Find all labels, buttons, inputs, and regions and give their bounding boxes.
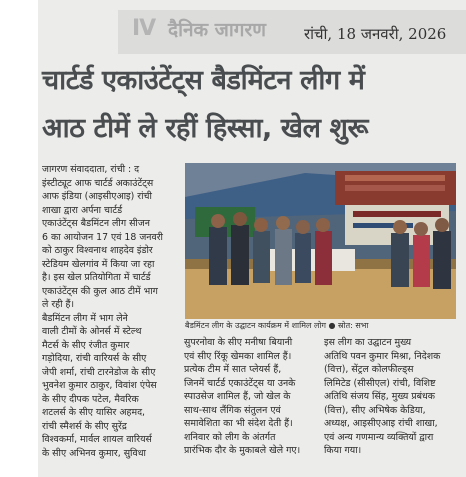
dateline: रांची, 18 जनवरी, 2026 (304, 25, 447, 43)
article-column-3 (324, 336, 460, 458)
masthead-page-mark: IV (132, 16, 156, 41)
article-line: आफ इंडिया (आइसीएआइ) रांची (42, 191, 152, 202)
article-line: विश्वकर्मा, मार्वल शायल वारियर्स (42, 434, 152, 445)
article-line: ले रही हैं। (42, 299, 75, 310)
photo-caption: बैडमिंटन लीग के उद्घाटन कार्यक्रम में शामिल लोग ● स्रोत: सभा (185, 321, 369, 330)
article-line: एवं अन्य गणमान्य व्यक्तियों द्वारा (324, 431, 434, 443)
article-line: लिमिटेड (सीसीएल) रांची, विशिष्ट (324, 377, 436, 389)
headline-line-2: आठ टीमें ले रहीं हिस्सा, खेल शुरू (42, 113, 369, 144)
article-line: के सीए दीपक पटेल, मैवरिक (42, 393, 139, 405)
article-line: जिनमें चार्टर्ड एकाउंटेंट्स या उनके (184, 377, 296, 389)
headline-line-1: चार्टर्ड एकाउंटेंट्स बैडमिंटन लीग में (42, 65, 365, 96)
article-line: के सीए अभिनव कुमार, सुविधा (42, 447, 146, 459)
article-line: किया गया। (324, 445, 362, 456)
article-line: जागरण संवाददाता, रांची : द (42, 164, 140, 175)
article-line: इस लीग का उद्घाटन मुख्य (324, 337, 412, 348)
article-line: एवं सीए रिंकू खेमका शामिल हैं। (184, 350, 292, 362)
article-line: प्रत्येक टीम में सात प्लेयर्स हैं, (184, 364, 282, 375)
article-line: अतिथि संजय सिंह, मुख्य प्रबंधक (324, 391, 435, 402)
article-line: प्रारंभिक दौर के मुकाबले खेले गए। (184, 445, 301, 456)
article-line: सुपरनोवा के सीए मनीषा बियानी (184, 337, 293, 348)
article-line: (वित्त), सेंट्रल कोलफील्ड्स (324, 364, 414, 375)
news-photo (185, 163, 456, 319)
article-column-1 (42, 163, 180, 460)
article-line: अतिथि पवन कुमार मिश्रा, निदेशक (324, 350, 441, 362)
article-line: स्पाउसेज शामिल हैं, जो खेल के (184, 391, 291, 402)
article-line: 6 का आयोजन 17 एवं 18 जनवरी (42, 231, 163, 243)
article-line: शनिवार को लीग के अंतर्गत (184, 431, 276, 443)
article-line: (वित्त), सीए अभिषेक केडिया, (324, 404, 426, 416)
article-line: एकाउंटेंट्स बैडमिंटन लीग सीजन (42, 218, 150, 229)
article-line: रांची स्मैशर्स के सीए सुरेंद्र (42, 420, 127, 432)
article-line: है। इस खेल प्रतियोगिता में चार्टर्ड (42, 272, 151, 283)
article-line: एकाउंटेंट्स की कुल आठ टीमें भाग (42, 285, 158, 297)
article-line: समावेशिता का भी संदेश देती हैं। (184, 418, 293, 429)
article-line: शाखा द्वारा अर्पना चार्टर्ड (42, 204, 123, 216)
article-line: बैडमिंटन लीग में भाग लेने (42, 312, 128, 324)
article-column-2 (184, 336, 314, 458)
masthead (118, 10, 466, 54)
article-line: शटलर्स के सीए यासिर अहमद, (42, 407, 146, 418)
article-line: गड़ोदिया, रांची वारियर्स के सीए (42, 353, 147, 364)
article-line: जेपी शर्मा, रांची टारनेडोज के सीए (42, 366, 156, 378)
article-line: वाली टीमों के ओनर्स में स्टेल्थ (42, 326, 142, 337)
article-line: स्टेडियम खेलगांव में किया जा रहा (42, 258, 155, 270)
article-line: इंस्टीट्यूट आफ चार्टर्ड अकाउंटेंट्स (42, 177, 154, 189)
article-line: अध्यक्ष, आइसीएआइ रांची शाखा, (324, 418, 438, 429)
newspaper-name: दैनिक जागरण (168, 19, 266, 41)
photo-illustration (185, 163, 456, 319)
article-line: मैटर्स के सीए रंजीत कुमार (42, 339, 130, 351)
article-line: भुवनेश कुमार ठाकुर, विवांश एंपेस (42, 380, 157, 391)
article-line: साथ-साथ लैंगिक संतुलन एवं (184, 404, 281, 416)
article-line: को ठाकुर विश्वनाथ शाहदेव इंडोर (42, 245, 153, 256)
